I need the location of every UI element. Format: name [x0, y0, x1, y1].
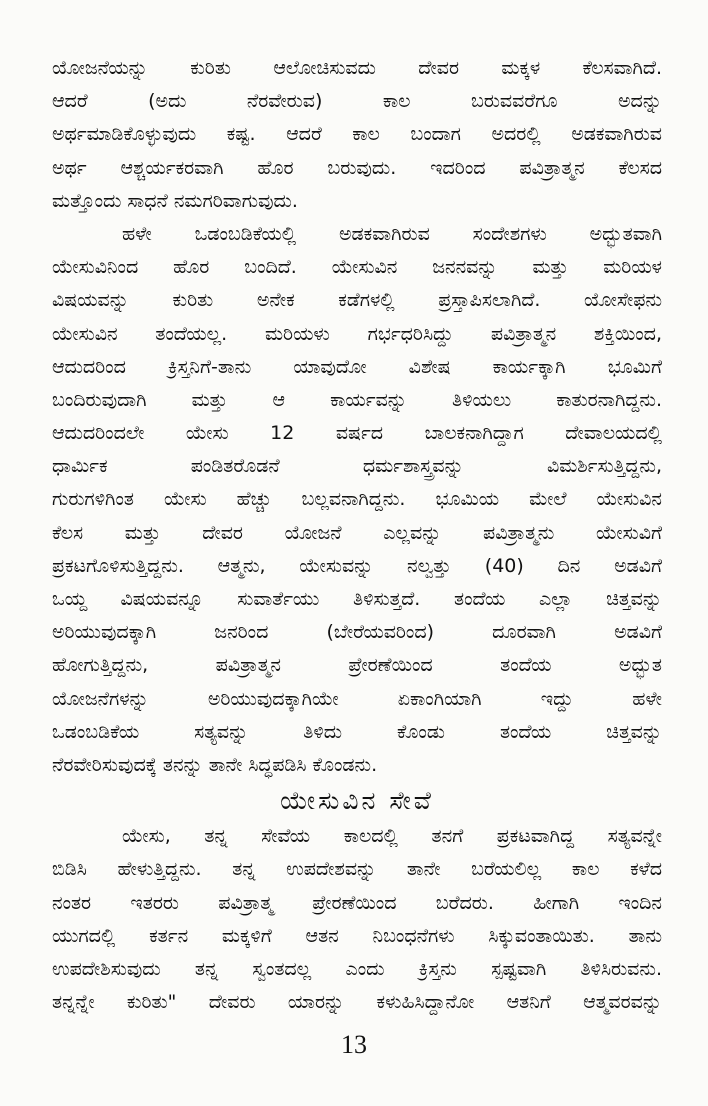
text-line: ಧಾರ್ಮಿಕ ಪಂಡಿತರೊಡನೆ ಧರ್ಮಶಾಸ್ತ್ರವನ್ನು ವಿಮರ್ಶಿಸುತ್ತಿದ್ದನು, — [52, 455, 662, 478]
text-line: ಬಂದಿರುವುದಾಗಿ ಮತ್ತು ಆ ಕಾರ್ಯವನ್ನು ತಿಳಿಯಲು ಕಾತುರನಾಗಿದ್ದನು. — [52, 388, 662, 411]
page-body — [52, 52, 662, 1019]
page-number: 13 — [341, 1030, 367, 1059]
text-line: ಒಡಂಬಡಿಕೆಯ ಸತ್ಯವನ್ನು ತಿಳಿದು ಕೊಂಡು ತಂದೆಯ ಚಿತ್ತವನ್ನು — [52, 720, 662, 743]
text-line: ಆದರೆ (ಅದು ನೆರವೇರುವ) ಕಾಲ ಬರುವವರೆಗೂ ಅದನ್ನು — [52, 90, 662, 113]
text-line: ಹಳೇ ಒಡಂಬಡಿಕೆಯಲ್ಲಿ ಅಡಕವಾಗಿರುವ ಸಂದೇಶಗಳು ಅದ್ಭುತವಾಗಿ — [122, 222, 662, 245]
text-line: ತನ್ನನ್ನೇ ಕುರಿತು" ದೇವರು ಯಾರನ್ನು ಕಳುಹಿಸಿದ್ದಾನೋ ಆತನಿಗೆ ಆತ್ಮವರವನ್ನು — [52, 991, 662, 1014]
text-line: ವಿಷಯವನ್ನು ಕುರಿತು ಅನೇಕ ಕಡೆಗಳಲ್ಲಿ ಪ್ರಸ್ತಾಪಿಸಲಾಗಿದೆ. ಯೋಸೇಫನು — [52, 289, 662, 312]
text-line: ಅರ್ಥಮಾಡಿಕೊಳ್ಳುವುದು ಕಷ್ಟ. ಆದರೆ ಕಾಲ ಬಂದಾಗ ಅದರಲ್ಲಿ ಅಡಕವಾಗಿರುವ — [52, 123, 662, 146]
text-line: ಕೆಲಸ ಮತ್ತು ದೇವರ ಯೋಜನೆ ಎಲ್ಲವನ್ನು ಪವಿತ್ರಾತ್ಮನು ಯೇಸುವಿಗೆ — [52, 521, 662, 544]
text-line: ಉಪದೇಶಿಸುವುದು ತನ್ನ ಸ್ವಂತದಲ್ಲ ಎಂದು ಕ್ರಿಸ್ತನು ಸ್ಪಷ್ಟವಾಗಿ ತಿಳಿಸಿರುವನು. — [52, 957, 662, 980]
text-line: ಯೇಸುವಿನ ತಂದೆಯಲ್ಲ. ಮರಿಯಳು ಗರ್ಭಧರಿಸಿದ್ದು ಪವಿತ್ರಾತ್ಮನ ಶಕ್ತಿಯಿಂದ, — [52, 322, 662, 345]
text-line: ಅರಿಯುವುದಕ್ಕಾಗಿ ಜನರಿಂದ (ಬೇರೆಯವರಿಂದ) ದೂರವಾಗಿ ಅಡವಿಗೆ — [52, 621, 662, 644]
paragraph — [52, 218, 662, 782]
text-line: ಯೋಜನೆಯನ್ನು ಕುರಿತು ಆಲೋಚಿಸುವದು ದೇವರ ಮಕ್ಕಳ ಕೆಲಸವಾಗಿದೆ. — [52, 57, 662, 79]
text-line: ಹೋಗುತ್ತಿದ್ದನು, ಪವಿತ್ರಾತ್ಮನ ಪ್ರೇರಣೆಯಿಂದ ತಂದೆಯ ಅದ್ಭುತ — [52, 654, 662, 677]
section-heading: ಯೇಸುವಿನ ಸೇವೆ — [280, 786, 434, 816]
text-line: ಅರ್ಥ ಆಶ್ಚರ್ಯಕರವಾಗಿ ಹೊರ ಬರುವುದು. ಇದರಿಂದ ಪವಿತ್ರಾತ್ಮನ ಕೆಲಸದ — [52, 156, 662, 179]
text-line: ಬಿಡಿಸಿ ಹೇಳುತ್ತಿದ್ದನು. ತನ್ನ ಉಪದೇಶವನ್ನು ತಾನೇ ಬರೆಯಲಿಲ್ಲ ಕಾಲ ಕಳೆದ — [52, 858, 662, 881]
text-line: ನಂತರ ಇತರರು ಪವಿತ್ರಾತ್ಮ ಪ್ರೇರಣೆಯಿಂದ ಬರೆದರು. ಹೀಗಾಗಿ ಇಂದಿನ — [52, 891, 662, 914]
text-line: ಮತ್ತೊಂದು ಸಾಧನೆ ನಮಗರಿವಾಗುವುದು. — [52, 189, 298, 212]
text-line: ಆದುದರಿಂದ ಕ್ರಿಸ್ತನಿಗೆ-ತಾನು ಯಾವುದೋ ವಿಶೇಷ ಕಾರ್ಯಕ್ಕಾಗಿ ಭೂಮಿಗೆ — [52, 355, 662, 378]
text-line: ಒಯ್ದ ವಿಷಯವನ್ನೂ ಸುವಾರ್ತೆಯು ತಿಳಿಸುತ್ತದೆ. ತಂದೆಯ ಎಲ್ಲಾ ಚಿತ್ತವನ್ನು — [52, 588, 662, 610]
text-line: ಯುಗದಲ್ಲಿ ಕರ್ತನ ಮಕ್ಕಳಿಗೆ ಆತನ ನಿಬಂಧನೆಗಳು ಸಿಕ್ಕುವಂತಾಯಿತು. ತಾನು — [52, 924, 662, 947]
paragraph — [52, 52, 662, 218]
text-line: ನೆರವೇರಿಸುವುದಕ್ಕೆ ತನನ್ನು ತಾನೇ ಸಿದ್ಧಪಡಿಸಿ ಕೊಂಡನು. — [52, 753, 378, 776]
text-line: ಯೇಸುವಿನಿಂದ ಹೊರ ಬಂದಿದೆ. ಯೇಸುವಿನ ಜನನವನ್ನು ಮತ್ತು ಮರಿಯಳ — [52, 256, 662, 279]
text-line: ಯೇಸು, ತನ್ನ ಸೇವೆಯ ಕಾಲದಲ್ಲಿ ತನಗೆ ಪ್ರಕಟವಾಗಿದ್ದ ಸತ್ಯವನ್ನೇ — [122, 825, 662, 848]
text-line: ಪ್ರಕಟಗೊಳಿಸುತ್ತಿದ್ದನು. ಆತ್ಮನು, ಯೇಸುವನ್ನು ನಲ್ವತ್ತು (40) ದಿನ ಅಡವಿಗೆ — [52, 554, 662, 577]
text-line: ಗುರುಗಳಿಗಿಂತ ಯೇಸು ಹೆಚ್ಚು ಬಲ್ಲವನಾಗಿದ್ದನು. ಭೂಮಿಯ ಮೇಲೆ ಯೇಸುವಿನ — [52, 488, 662, 511]
paragraph — [52, 820, 662, 1019]
text-line: ಆದುದರಿಂದಲೇ ಯೇಸು 12 ವರ್ಷದ ಬಾಲಕನಾಗಿದ್ದಾಗ ದೇವಾಲಯದಲ್ಲಿ — [52, 422, 662, 445]
text-line: ಯೋಜನೆಗಳನ್ನು ಅರಿಯುವುದಕ್ಕಾಗಿಯೇ ಏಕಾಂಗಿಯಾಗಿ ಇದ್ದು ಹಳೇ — [52, 687, 662, 710]
